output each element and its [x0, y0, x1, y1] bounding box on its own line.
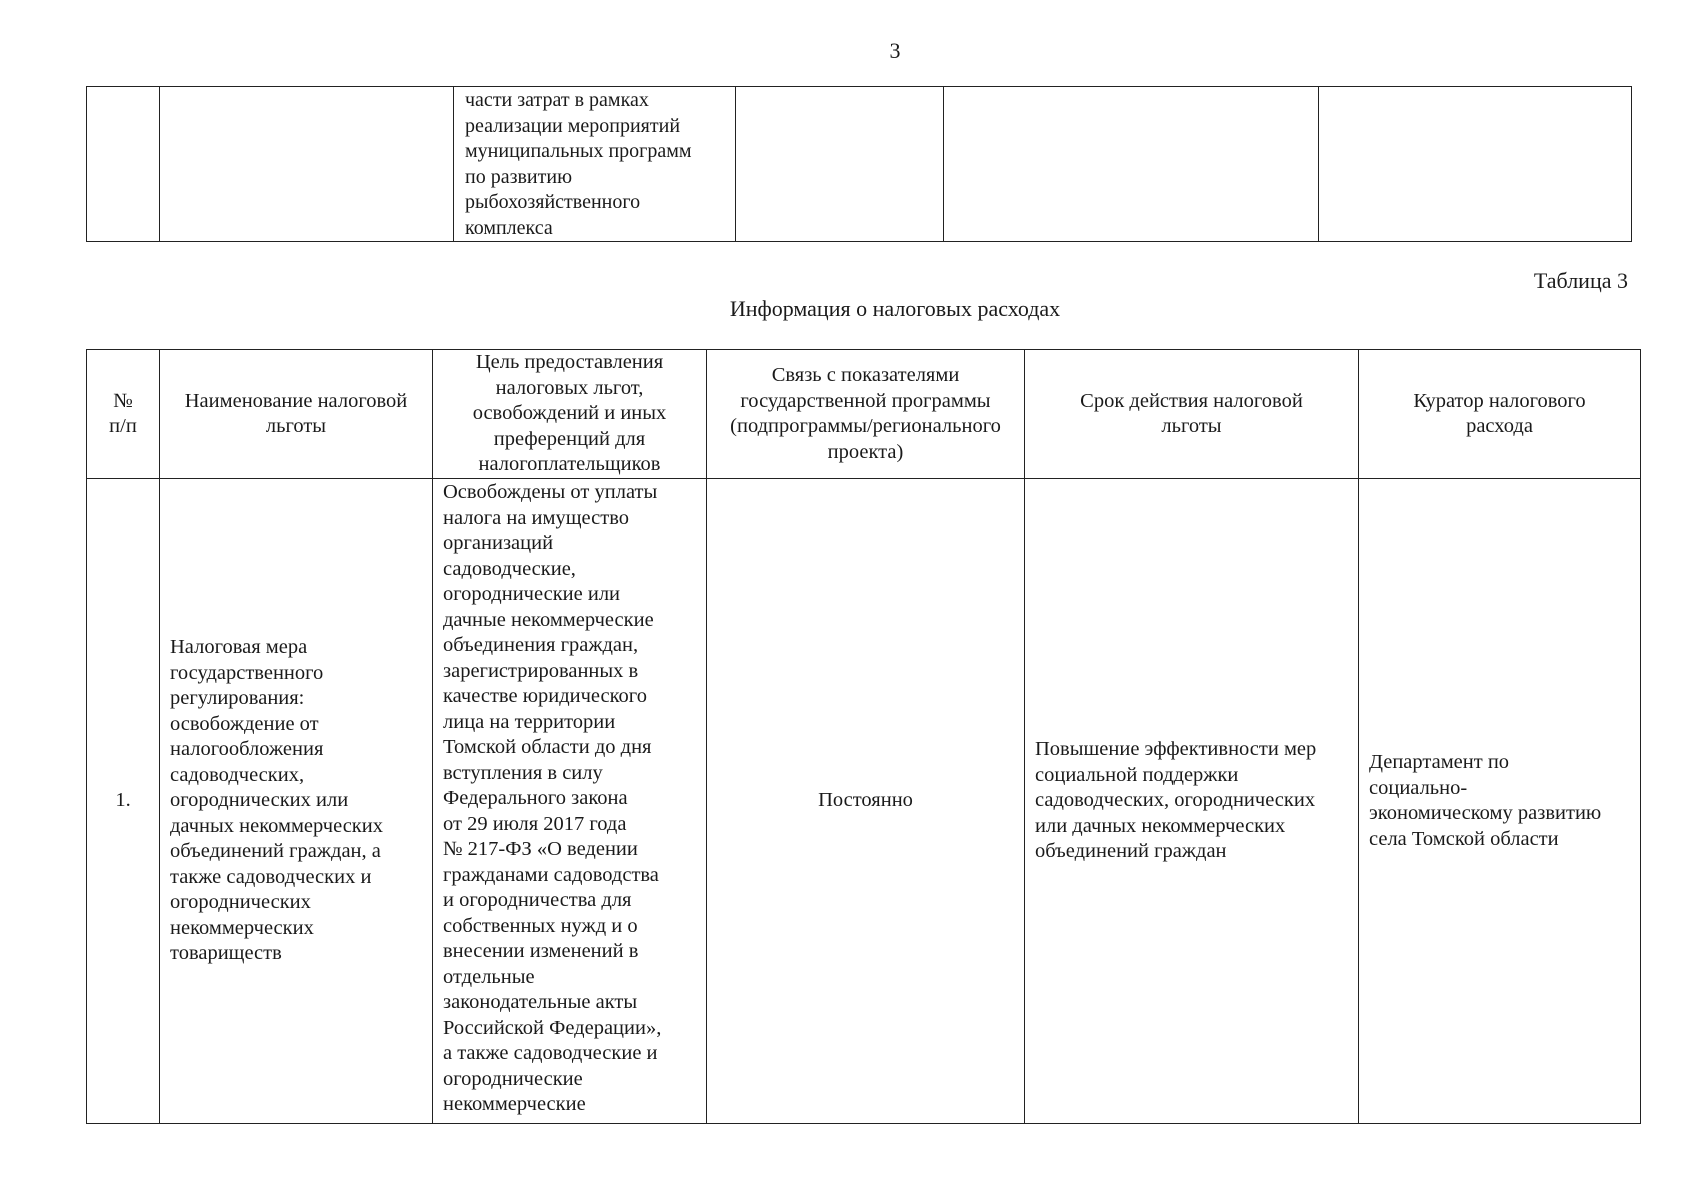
row-number: 1.	[87, 479, 160, 1124]
tax-expenditures-table	[86, 349, 1641, 1124]
table-row	[87, 479, 1641, 1124]
page-number: 3	[889, 38, 901, 63]
column-header-number: № п/п	[87, 350, 160, 479]
table-row	[87, 87, 1632, 242]
expenditure-curator: Департамент по социально- экономическому развитию села Томской области	[1359, 479, 1641, 1124]
column-header-term: Срок действия налоговой льготы	[1025, 350, 1359, 479]
table-cell: части затрат в рамках реализации мероприятий муниципальных программ по развитию рыбохозяйственного комплекса	[454, 87, 736, 242]
column-header-curator: Куратор налогового расхода	[1359, 350, 1641, 479]
table-header-row	[87, 350, 1641, 479]
column-header-benefit-name: Наименование налоговой льготы	[160, 350, 433, 479]
program-link: Постоянно	[707, 479, 1025, 1124]
table-caption: Информация о налоговых расходах	[729, 296, 1061, 321]
column-header-program-link: Связь с показателями государственной программы (подпрограммы/регионального проекта)	[707, 350, 1025, 479]
benefit-term: Повышение эффективности мер социальной поддержки садоводческих, огороднических или дачных некоммерческих объединений граждан	[1025, 479, 1359, 1124]
column-header-goal: Цель предоставления налоговых льгот, освобождений и иных преференций для налогоплательщиков	[433, 350, 707, 479]
table-label: Таблица 3	[1533, 268, 1628, 293]
table-cell	[160, 87, 454, 242]
benefit-name: Налоговая мера государственного регулирования: освобождение от налогообложения садоводческих, огороднических или дачных некоммерческих объединений граждан, а также садоводческих и огороднических некоммерческих товариществ	[160, 479, 433, 1124]
table-cell	[1319, 87, 1632, 242]
table-cell	[87, 87, 160, 242]
benefit-goal: Освобождены от уплаты налога на имущество организаций садоводческие, огороднические или дачные некоммерческие объединения граждан, зарегистрированных в качестве юридического лица на территории Томской области до дня вступления в силу Федерального закона от 29 июля 2017 года № 217-ФЗ «О ведении гражданами садоводства и огородничества для собственных нужд и о внесении изменений в отдельные законодательные акты Российской Федерации», а также садоводческие и огороднические некоммерческие	[433, 479, 707, 1124]
table-cell	[944, 87, 1319, 242]
continuation-table	[86, 86, 1632, 242]
table-cell	[736, 87, 944, 242]
